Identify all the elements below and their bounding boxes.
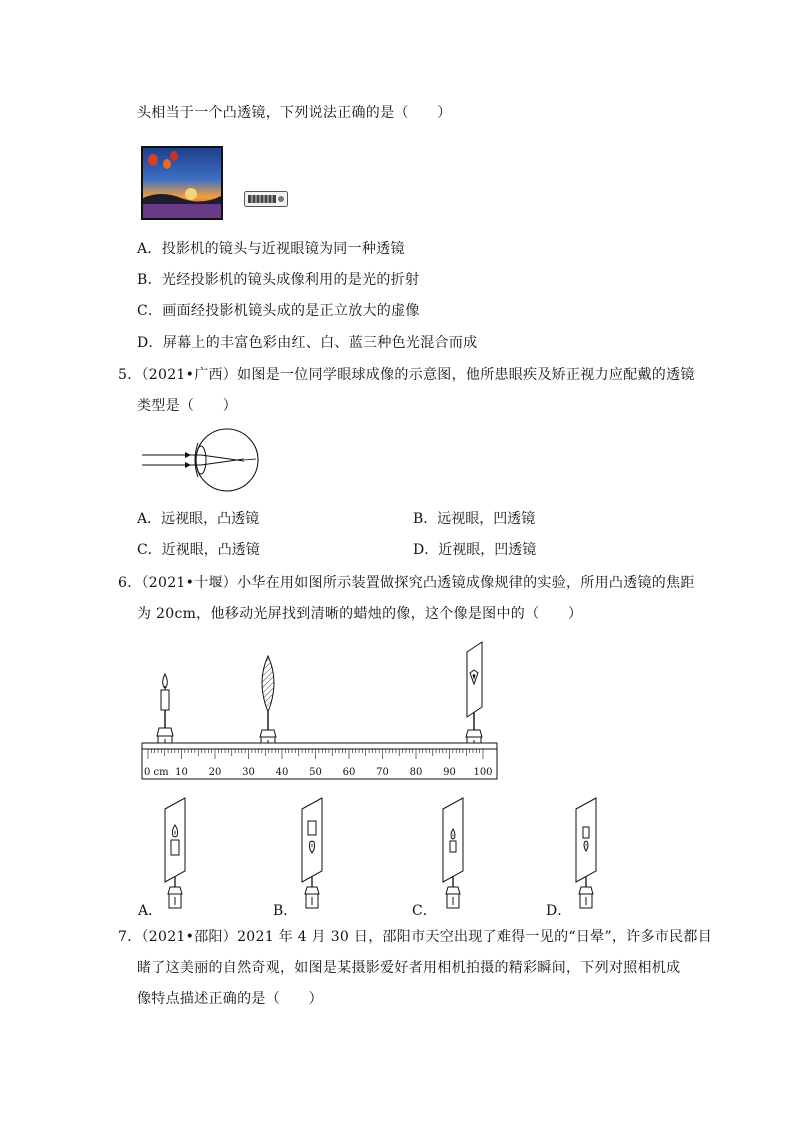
answer-label-c: C． — [412, 903, 437, 919]
q4-option-c: C．画面经投影机镜头成的是正立放大的虚像 — [137, 303, 420, 319]
q5-option-a: A．远视眼，凸透镜 — [137, 511, 260, 527]
projector-device-image — [244, 191, 288, 208]
q6-stem-line2: 为 20cm，他移动光屏找到清晰的蜡烛的像，这个像是图中的（ ） — [137, 606, 583, 622]
scale-label: 80 — [409, 767, 423, 778]
q5-stem-line2: 类型是（ ） — [137, 398, 238, 414]
answer-screen-b — [297, 797, 327, 915]
scale-label: 60 — [342, 767, 356, 778]
projector-screen-image — [141, 146, 223, 220]
scale-label: 20 — [208, 767, 222, 778]
light-screen-on-bench — [466, 642, 482, 748]
q5-option-c: C．近视眼，凸透镜 — [137, 542, 260, 558]
scale-label: 50 — [309, 767, 322, 778]
q4-option-d: D．屏幕上的丰富色彩由红、白、蓝三种色光混合而成 — [137, 335, 478, 351]
scale-label: 90 — [443, 767, 456, 778]
convex-lens-on-bench — [260, 656, 276, 748]
optical-bench-diagram — [140, 640, 500, 782]
q5-option-b: B．远视眼，凹透镜 — [413, 511, 536, 527]
candle-on-bench — [157, 674, 173, 748]
scale-label: 10 — [175, 767, 188, 778]
scale-label: 30 — [242, 767, 255, 778]
scale-label: 40 — [275, 767, 289, 778]
scale-label: 0 cm — [144, 767, 169, 778]
scale-label: 70 — [376, 767, 389, 778]
q6-stem-line1: 6．（2021•十堰）小华在用如图所示装置做探究凸透镜成像规律的实验，所用凸透镜的焦距 — [118, 575, 695, 591]
answer-label-d: D． — [546, 903, 572, 919]
q4-option-a: A．投影机的镜头与近视眼镜为同一种透镜 — [137, 241, 405, 257]
q4-option-b: B．光经投影机的镜头成像利用的是光的折射 — [137, 272, 420, 288]
q7-stem-line1: 7．（2021•邵阳）2021 年 4 月 30 日，邵阳市天空出现了难得一见的“日晕”，许多市民都目 — [118, 929, 713, 945]
q7-stem-line3: 像特点描述正确的是（ ） — [137, 991, 323, 1007]
q7-stem-line2: 睹了这美丽的自然奇观，如图是某摄影爱好者用相机拍摄的精彩瞬间，下列对照相机成 — [137, 960, 681, 976]
q5-option-d: D．近视眼，凹透镜 — [413, 542, 537, 558]
eye-diagram — [140, 425, 260, 495]
q5-stem-line1: 5．（2021•广西）如图是一位同学眼球成像的示意图，他所患眼疾及矫正视力应配戴的透镜 — [118, 367, 695, 383]
answer-screen-d — [571, 797, 601, 915]
scale-label: 100 — [473, 767, 493, 778]
answer-label-a: A． — [138, 903, 163, 919]
answer-label-b: B． — [273, 903, 298, 919]
q4-stem-tail: 头相当于一个凸透镜，下列说法正确的是（ ） — [137, 105, 452, 121]
answer-screen-c — [438, 797, 468, 915]
answer-screen-a — [160, 797, 190, 915]
